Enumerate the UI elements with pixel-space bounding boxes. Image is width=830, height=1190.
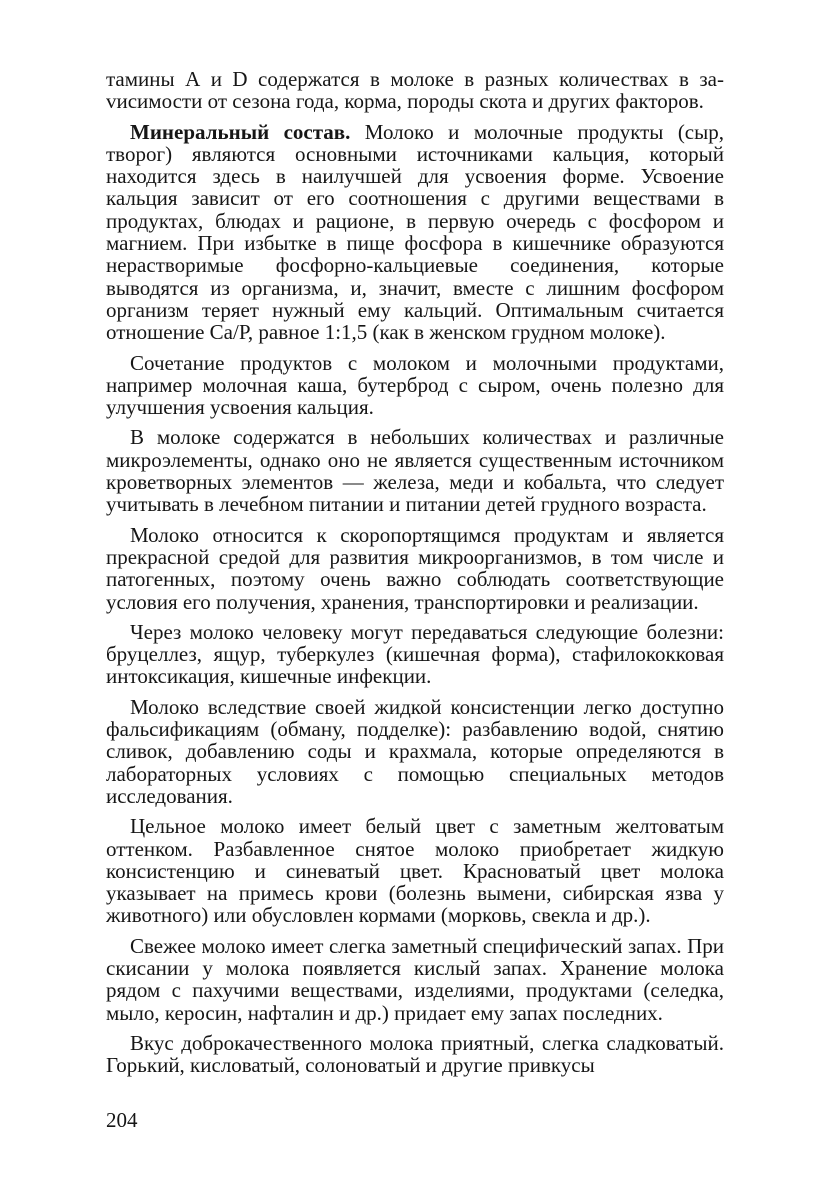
section-heading-mineral-composition: Минеральный состав. xyxy=(130,119,351,144)
paragraph-smell xyxy=(106,935,724,1024)
paragraph-taste xyxy=(106,1032,724,1077)
paragraph-perishability xyxy=(106,524,724,613)
paragraph-text: Свежее молоко имеет слегка заметный специфический запах. При скисании у молока появляется кислый запах. Хранение молока рядом с пахучими веществами, изделиями, продуктами (селедка, мыло, керосин, нафталин и др.) придает ему запах последних. xyxy=(106,933,724,1025)
paragraph-color xyxy=(106,815,724,926)
paragraph-falsification xyxy=(106,696,724,807)
paragraph-text: Через молоко человеку могут передаваться следующие болезни: бруцеллез, ящур, туберкулез (кишечная форма), стафилококковая интоксикация, кишечные инфекции. xyxy=(106,619,724,689)
paragraph-diseases xyxy=(106,621,724,688)
paragraph-product-combination xyxy=(106,352,724,419)
paragraph-mineral-composition xyxy=(106,121,724,344)
paragraph-vitamins-continued xyxy=(106,68,724,113)
page-body xyxy=(106,68,724,1084)
paragraph-text: Цельное молоко имеет белый цвет с заметным желтоватым оттенком. Разбавленное снятое молоко приобретает жидкую консистенцию и синеватый цвет. Красноватый цвет молока указывает на примесь крови (болезнь вымени, сибирская язва у животного) или обусловлен кормами (морковь, свекла и др.). xyxy=(106,814,724,928)
page-number: 204 xyxy=(106,1108,138,1132)
paragraph-text: Вкус доброкачественного молока приятный, слегка сладковатый. Горький, кисловатый, солоноватый и другие привкусы xyxy=(106,1030,724,1078)
paragraph-text: тамины А и D содержатся в молоке в разных количествах в заvисимости от сезона года, корма, породы скота и других факторов. xyxy=(106,67,724,114)
paragraph-microelements xyxy=(106,426,724,515)
paragraph-text: Молоко и молочные продукты (сыр, творог) являются основными источниками кальция, который находится здесь в наилучшей для усвоения форме. Усвоение кальция зависит от его соотношения с другими веществами в продуктах, блюдах и рационе, в первую очередь с фосфором и магнием. При избытке в пище фосфора в кишечнике образуются нерастворимые фосфорно-кальциевые соединения, которые выводятся из организма, и, значит, вместе с лишним фосфором организм теряет нужный ему кальций. Оптимальным считается отношение Са/Р, равное 1:1,5 (как в женском грудном молоке). xyxy=(106,119,724,345)
paragraph-text: Молоко относится к скоропортящимся продуктам и является прекрасной средой для развития микроорганизмов, в том числе и патогенных, поэтому очень важно соблюдать соответствующие условия его получения, хранения, транспортировки и реализации. xyxy=(106,522,724,614)
paragraph-text: В молоке содержатся в небольших количествах и различные микроэлементы, однако оно не является существенным источником кроветворных элементов — железа, меди и кобальта, что следует учитывать в лечебном питании и питании детей грудного возраста. xyxy=(106,425,724,517)
paragraph-text: Молоко вследствие своей жидкой консистенции легко доступно фальсификациям (обману, подделке): разбавлению водой, снятию сливок, добавлению соды и крахмала, которые определяются в лабораторных условиях с помощью специальных методов исследования. xyxy=(106,694,724,808)
paragraph-text: Сочетание продуктов с молоком и молочными продуктами, например молочная каша, бутерброд с сыром, очень полезно для улучшения усвоения кальция. xyxy=(106,350,724,420)
